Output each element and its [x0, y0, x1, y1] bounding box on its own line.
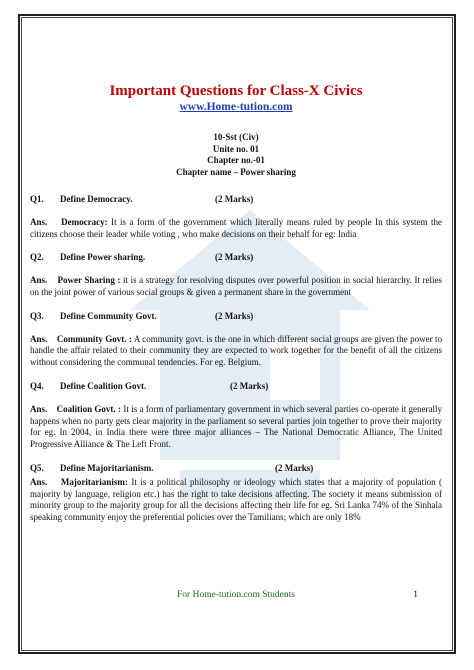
answer-term: Majoritarianism: — [60, 476, 128, 487]
question-marks: (2 Marks) — [215, 194, 254, 204]
footer-text: For Home-tution.com Students — [177, 590, 295, 600]
question-number: Q4. — [30, 380, 44, 391]
question-marks: (2 Marks) — [230, 380, 269, 391]
question-text: Define Coalition Govt. — [60, 380, 147, 391]
answer-text: It is a form of the government which literally means ruled by people In this system the citizens choose their leader while voting , who make decisions on their behalf for eg: India — [30, 216, 442, 239]
answer — [30, 334, 442, 369]
question-text: Define Majoritarianism. — [60, 462, 154, 473]
question-block — [30, 194, 442, 240]
chapter-number: Chapter no.-01 — [207, 155, 265, 165]
chapter-name: Chapter name – Power sharing — [176, 166, 296, 177]
question-block — [30, 463, 442, 524]
document-content — [30, 82, 442, 524]
chapter-info — [30, 132, 442, 178]
question-text: Define Community Govt. — [60, 310, 157, 321]
question-number: Q2. — [30, 252, 44, 263]
answer-label: Ans. — [30, 216, 48, 227]
question-marks: (2 Marks) — [215, 310, 254, 321]
question-heading — [30, 311, 442, 323]
question-marks: (2 Marks) — [275, 462, 314, 473]
answer — [30, 404, 442, 451]
question-block — [30, 311, 442, 369]
question-number: Q1. — [30, 194, 44, 204]
question-text: Define Power sharing. — [60, 252, 146, 263]
question-block — [30, 381, 442, 451]
answer-label: Ans. — [30, 333, 48, 344]
subject-label: 10-Sst (Civ) — [213, 132, 259, 142]
document-title: Important Questions for Class-X Civics — [109, 83, 363, 99]
answer-label: Ans. — [30, 275, 48, 286]
answer-text: it is a strategy for resolving disputes over powerful position in social hierarchy. It relies on the joint power of various social groups & given a permanent share in the government — [30, 275, 442, 297]
question-text: Define Democracy. — [60, 194, 133, 204]
question-number: Q3. — [30, 310, 44, 321]
answer-term: Power Sharing : — [57, 275, 121, 286]
answer-text: A community govt. is the one in which different social groups are given the power to handle the affair related to their community they are expected to work together for the benefit of all the citizens without considering the communal tendencies. For eg. Belgium. — [30, 333, 442, 368]
answer-label: Ans. — [30, 403, 48, 414]
question-block — [30, 252, 442, 298]
page-number: 1 — [413, 590, 418, 600]
answer — [30, 477, 442, 524]
answer-term: Community Govt. : — [56, 333, 132, 344]
question-marks: (2 Marks) — [215, 252, 254, 263]
answer-text: It is a political philosophy or ideology which states that a majority of population ( majority by language, religion etc.) has the right to take decisions affecting. The society it means submission of minority group to the majority group for all the decisions affecting their life for eg. Sri Lanka 74% of the Sinhala speaking community enjoy the preferential policies over the Tamilians; which are only 18% — [30, 476, 443, 523]
website-link[interactable]: www.Home-tution.com — [179, 101, 293, 113]
question-heading — [30, 194, 442, 206]
answer-label: Ans. — [30, 476, 48, 487]
answer — [30, 217, 442, 241]
answer-text: It is a form of parliamentary government in which several parties co-operate it generally happens when no party gets clear majority in the parliament so several parties join together to prove their majority for eg. In 2004, in India there were three major alliances – The National Democratic Alliance, The United Progressive Alliance & The Left Front. — [30, 403, 443, 450]
question-number: Q5. — [30, 462, 44, 473]
question-heading — [30, 463, 442, 475]
question-heading — [30, 252, 442, 264]
answer-term: Coalition Govt. : — [56, 403, 122, 414]
unit-label: Unite no. 01 — [212, 143, 260, 154]
answer-term: Democracy: — [61, 216, 108, 227]
answer — [30, 275, 442, 299]
question-heading — [30, 381, 442, 393]
